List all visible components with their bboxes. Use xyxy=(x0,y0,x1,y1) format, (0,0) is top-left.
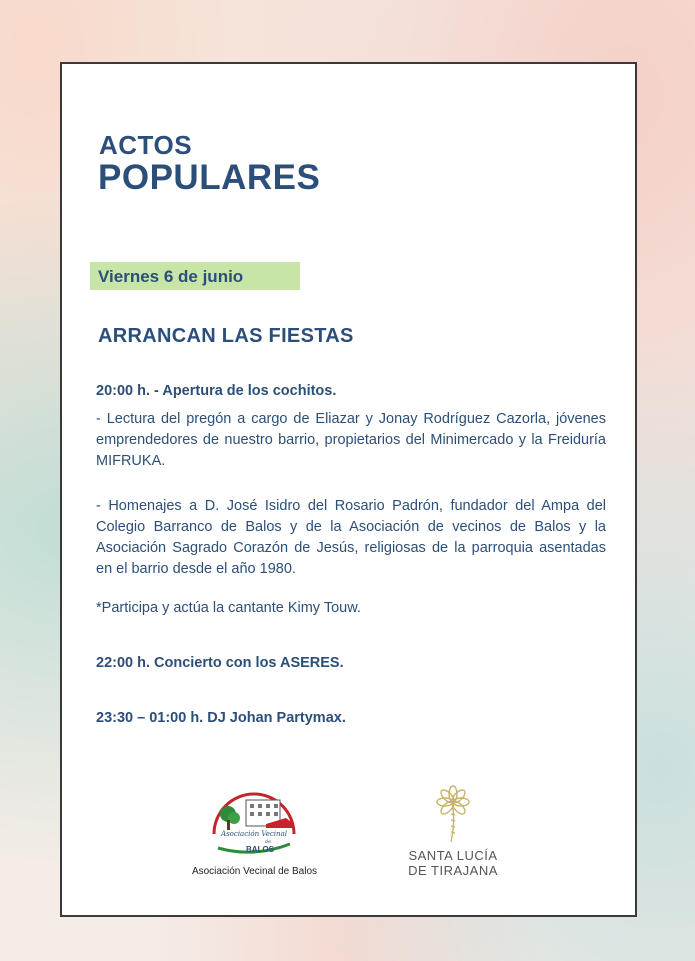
balos-logo xyxy=(206,788,302,858)
title-line-1: ACTOS xyxy=(99,130,193,160)
santa-lucia-line-1: SANTA LUCÍA xyxy=(408,848,498,863)
balos-building-icon xyxy=(246,800,294,828)
schedule-item-1: 20:00 h. - Apertura de los cochitos. xyxy=(96,383,337,399)
title-line-2: POPULARES xyxy=(98,158,321,197)
schedule-item-2: 22:00 h. Concierto con los ASERES. xyxy=(96,655,344,671)
santa-lucia-line-2: DE TIRAJANA xyxy=(408,863,498,878)
balos-logo-text-1: Asociación Vecinal xyxy=(221,830,287,838)
date-banner-text: Viernes 6 de junio xyxy=(98,267,244,286)
tree-icon xyxy=(220,806,240,830)
schedule-paragraph-2: - Homenajes a D. José Isidro del Rosario Padrón, fundador del Ampa del Colegio Barranco de Balos y de la Asociación de vecinos de Balos y la Asociación Sagrado Corazón de Jesús, religiosas de la parroquia asentadas en el barrio desde el año 1980. xyxy=(96,498,606,577)
balos-logo-text-3: BALOS xyxy=(246,845,274,854)
balos-logo-text-2: de xyxy=(264,839,272,845)
schedule-item-3: 23:30 – 01:00 h. DJ Johan Partymax. xyxy=(96,710,346,726)
santa-lucia-logo-text xyxy=(392,848,514,878)
section-title: ARRANCAN LAS FIESTAS xyxy=(98,325,354,347)
schedule-note: *Participa y actúa la cantante Kimy Touw. xyxy=(96,600,361,616)
balos-logo-caption: Asociación Vecinal de Balos xyxy=(191,866,318,877)
schedule-paragraph-1: - Lectura del pregón a cargo de Eliazar y Jonay Rodríguez Cazorla, jóvenes emprendedores de nuestro barrio, propietarios del Minimercado y la Freiduría MIFRUKA. xyxy=(96,411,606,469)
palm-tree-icon xyxy=(429,784,477,844)
date-banner xyxy=(90,262,300,290)
poster-card xyxy=(60,62,637,917)
